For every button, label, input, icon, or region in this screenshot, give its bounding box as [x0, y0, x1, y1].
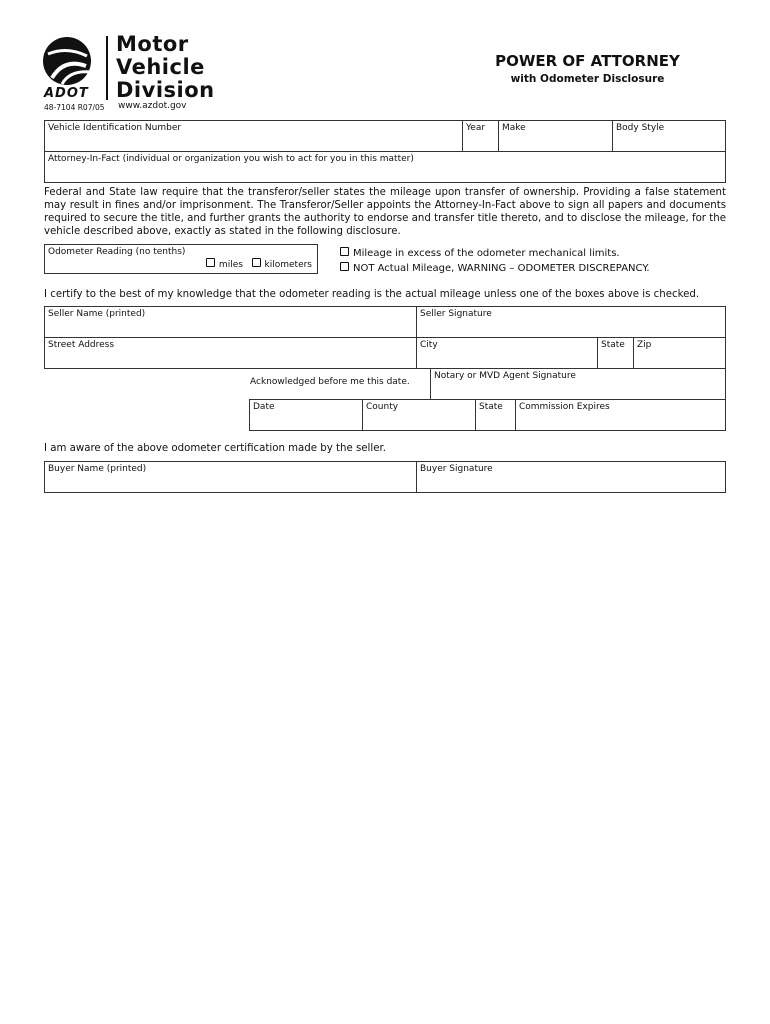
vin-label: Vehicle Identification Number — [48, 123, 182, 133]
zip-label: Zip — [637, 340, 652, 350]
agency-name-line-1: Motor — [116, 32, 189, 56]
miles-label: miles — [218, 260, 243, 270]
kilometers-checkbox[interactable] — [252, 258, 261, 267]
vin-field[interactable] — [44, 120, 463, 152]
buyer-signature-label: Buyer Signature — [420, 464, 493, 474]
body-style-label: Body Style — [616, 123, 665, 133]
buyer-name-label: Buyer Name (printed) — [48, 464, 147, 474]
commission-expires-label: Commission Expires — [519, 402, 610, 412]
year-label: Year — [466, 123, 486, 133]
excess-mileage-label: Mileage in excess of the odometer mechanical limits. — [353, 248, 620, 259]
seller-signature-field[interactable] — [416, 306, 726, 338]
attorney-in-fact-field[interactable] — [44, 151, 726, 183]
kilometers-label: kilometers — [264, 260, 312, 270]
notary-signature-field[interactable] — [430, 368, 726, 400]
street-address-label: Street Address — [48, 340, 115, 350]
header-divider — [106, 36, 108, 100]
adot-logo-icon — [42, 36, 92, 86]
commission-expires-field[interactable] — [515, 399, 726, 431]
county-label: County — [366, 402, 399, 412]
odometer-label: Odometer Reading (no tenths) — [48, 247, 186, 257]
certify-statement: I certify to the best of my knowledge that the odometer reading is the actual mileage unless one of the boxes above is checked. — [44, 289, 700, 300]
notary-date-label: Date — [253, 402, 275, 412]
agency-name-line-3: Division — [116, 78, 215, 102]
seller-signature-label: Seller Signature — [420, 309, 492, 319]
unit-options — [206, 258, 312, 270]
website-link[interactable]: www.azdot.gov — [118, 101, 187, 111]
make-field[interactable] — [498, 120, 613, 152]
buyer-aware-statement: I am aware of the above odometer certification made by the seller. — [44, 443, 386, 454]
buyer-signature-field[interactable] — [416, 461, 726, 493]
page-title: POWER OF ATTORNEY — [495, 52, 680, 70]
street-address-field[interactable] — [44, 337, 417, 369]
seller-state-field[interactable] — [597, 337, 634, 369]
zip-field[interactable] — [633, 337, 726, 369]
seller-state-label: State — [601, 340, 625, 350]
excess-mileage-option — [340, 247, 620, 259]
not-actual-mileage-label: NOT Actual Mileage, WARNING – ODOMETER DISCREPANCY. — [353, 263, 650, 274]
make-label: Make — [502, 123, 526, 133]
county-field[interactable] — [362, 399, 476, 431]
form-number: 48-7104 R07/05 — [44, 103, 105, 112]
excess-mileage-checkbox[interactable] — [340, 247, 349, 256]
odometer-reading-field[interactable] — [44, 244, 318, 274]
attorney-label: Attorney-In-Fact (individual or organization you wish to act for you in this matter) — [48, 154, 414, 164]
city-label: City — [420, 340, 438, 350]
buyer-name-field[interactable] — [44, 461, 417, 493]
miles-checkbox[interactable] — [206, 258, 215, 267]
notary-state-label: State — [479, 402, 503, 412]
disclosure-paragraph: Federal and State law require that the transferor/seller states the mileage upon transfer of ownership. Providing a false statement may result in fines and/or imprisonment. The Transferor/Seller appoints the Attorney-In-Fact above to sign all papers and documents required to secure the title, and further grants the authority to endorse and transfer title thereto, and to disclose the mileage, for the vehicle described above, exactly as stated in the following disclosure. — [44, 187, 726, 237]
notary-state-field[interactable] — [475, 399, 516, 431]
page-subtitle: with Odometer Disclosure — [510, 73, 665, 85]
agency-abbrev: ADOT — [44, 86, 89, 101]
year-field[interactable] — [462, 120, 499, 152]
seller-name-label: Seller Name (printed) — [48, 309, 146, 319]
not-actual-mileage-checkbox[interactable] — [340, 262, 349, 271]
acknowledged-text: Acknowledged before me this date. — [250, 377, 410, 387]
notary-signature-label: Notary or MVD Agent Signature — [434, 371, 576, 381]
body-style-field[interactable] — [612, 120, 726, 152]
seller-name-field[interactable] — [44, 306, 417, 338]
agency-name-line-2: Vehicle — [116, 55, 205, 79]
not-actual-mileage-option — [340, 262, 650, 274]
notary-date-field[interactable] — [249, 399, 363, 431]
city-field[interactable] — [416, 337, 598, 369]
